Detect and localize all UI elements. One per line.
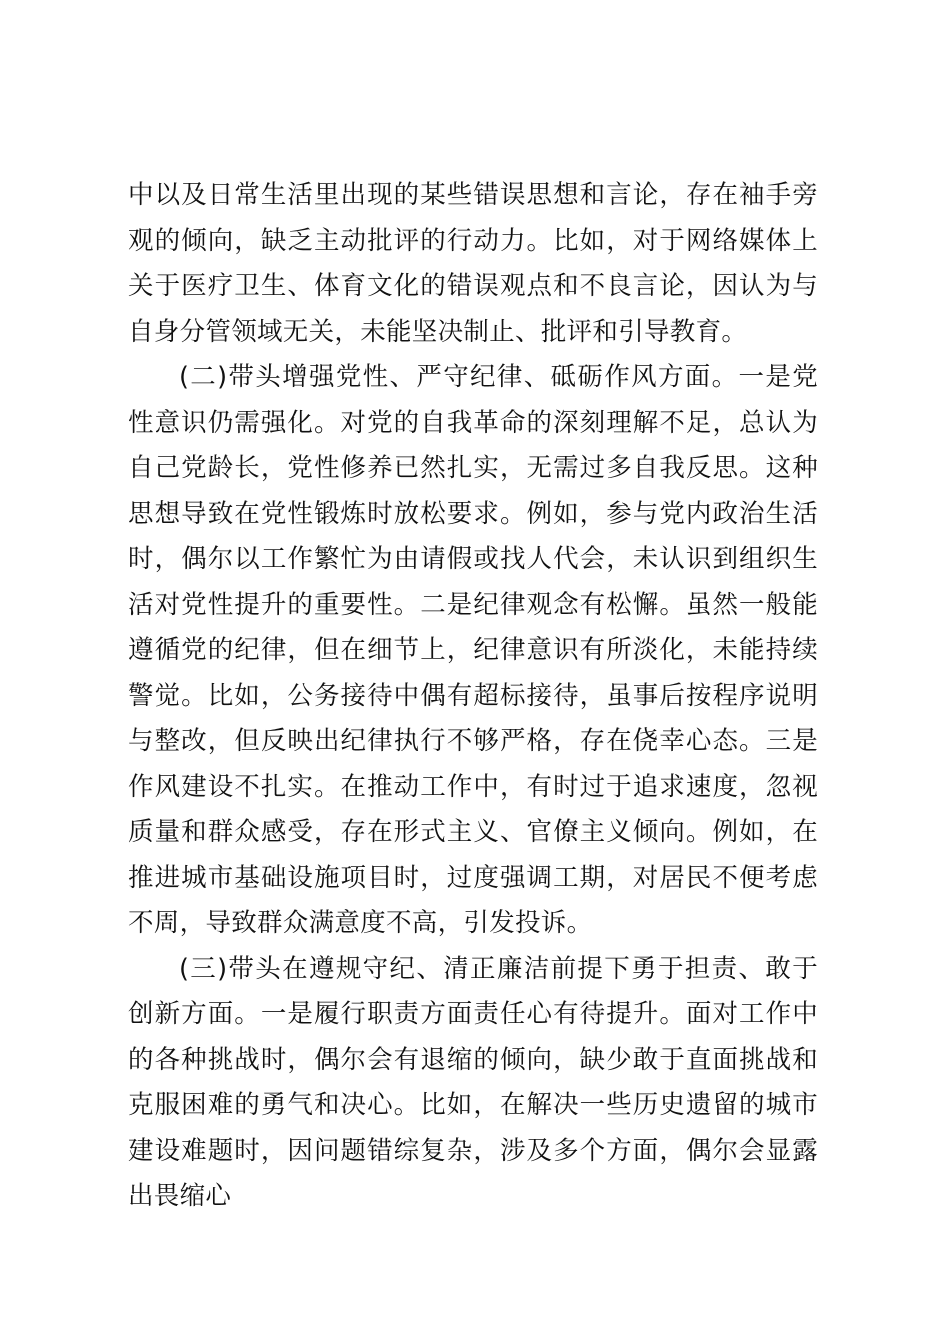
paragraph-section-2: (二)带头增强党性、严守纪律、砥砺作风方面。一是党性意识仍需强化。对党的自我革命的深刻理解不足，总认为自己党龄长，党性修养已然扎实，无需过多自我反思。这种思想导致在党性锻炼时放松要求。例如，参与党内政治生活时，偶尔以工作繁忙为由请假或找人代会，未认识到组织生活对党性提升的重要性。二是纪律观念有松懈。虽然一般能遵循党的纪律，但在细节上，纪律意识有所淡化，未能持续警觉。比如，公务接待中偶有超标接待，虽事后按程序说明与整改，但反映出纪律执行不够严格，存在侥幸心态。三是作风建设不扎实。在推动工作中，有时过于追求速度，忽视质量和群众感受，存在形式主义、官僚主义倾向。例如，在推进城市基础设施项目时，过度强调工期，对居民不便考虑不周，导致群众满意度不高，引发投诉。 [128,362,818,938]
paragraph-continued: 中以及日常生活里出现的某些错误思想和言论，存在袖手旁观的倾向，缺乏主动批评的行动力。比如，对于网络媒体上关于医疗卫生、体育文化的错误观点和不良言论，因认为与自身分管领域无关，未能坚决制止、批评和引导教育。 [128,180,818,347]
document-body [128,173,818,1220]
paragraph-section-3: (三)带头在遵规守纪、清正廉洁前提下勇于担责、敢于创新方面。一是履行职责方面责任心有待提升。面对工作中的各种挑战时，偶尔会有退缩的倾向，缺少敢于直面挑战和克服困难的勇气和决心。比如，在解决一些历史遗留的城市建设难题时，因问题错综复杂，涉及多个方面，偶尔会显露出畏缩心 [128,953,818,1211]
